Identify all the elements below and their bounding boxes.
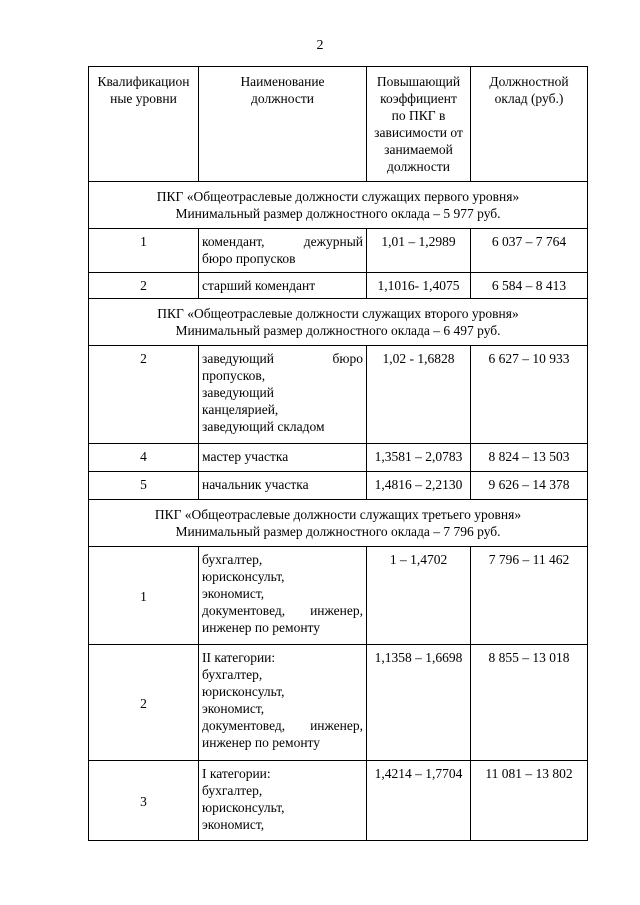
cell-coefficient: 1,1358 – 1,6698 bbox=[367, 645, 471, 761]
cell-coefficient: 1 – 1,4702 bbox=[367, 547, 471, 645]
cell-salary: 8 855 – 13 018 bbox=[471, 645, 588, 761]
word: заведующий bbox=[202, 351, 274, 366]
table-row bbox=[89, 472, 588, 500]
word: бюро bbox=[332, 351, 363, 366]
header-position-name: Наименование должности bbox=[199, 67, 367, 182]
word: документовед, bbox=[202, 718, 286, 733]
header-coefficient: Повышающий коэффициент по ПКГ в зависимости от занимаемой должности bbox=[367, 67, 471, 182]
cell-salary: 9 626 – 14 378 bbox=[471, 472, 588, 500]
cell-salary: 11 081 – 13 802 bbox=[471, 761, 588, 841]
cell-level: 1 bbox=[89, 229, 199, 273]
table-header-row bbox=[89, 67, 588, 182]
cell-coefficient: 1,3581 – 2,0783 bbox=[367, 444, 471, 472]
table-row bbox=[89, 444, 588, 472]
table-row bbox=[89, 273, 588, 299]
group-header-first-level bbox=[89, 182, 588, 229]
cell-position-name: мастер участка bbox=[199, 444, 367, 472]
group-title: ПКГ «Общеотраслевые должности служащих третьего уровня» bbox=[154, 507, 522, 522]
group-min-salary: Минимальный размер должностного оклада – 7 796 руб. bbox=[175, 524, 501, 539]
table-row bbox=[89, 346, 588, 444]
page-number: 2 bbox=[316, 38, 324, 53]
cell-level: 5 bbox=[89, 472, 199, 500]
group-row bbox=[89, 299, 588, 346]
cell-coefficient: 1,4816 – 2,2130 bbox=[367, 472, 471, 500]
table-row bbox=[89, 229, 588, 273]
cell-level: 4 bbox=[89, 444, 199, 472]
cell-position-name: II категории: бухгалтер, юрисконсульт, экономист, документовед, инженер, инженер по ремонту bbox=[199, 645, 367, 761]
cell-position-name: комендант, дежурный бюро пропусков bbox=[199, 229, 367, 273]
cell-salary: 6 627 – 10 933 bbox=[471, 346, 588, 444]
group-header-second-level bbox=[89, 299, 588, 346]
word: инженер, bbox=[310, 603, 363, 618]
table-row bbox=[89, 761, 588, 841]
group-title: ПКГ «Общеотраслевые должности служащих первого уровня» bbox=[156, 189, 520, 204]
group-title: ПКГ «Общеотраслевые должности служащих второго уровня» bbox=[157, 306, 519, 321]
salary-table bbox=[88, 66, 588, 841]
cell-position-name: старший комендант bbox=[199, 273, 367, 299]
cell-level: 2 bbox=[89, 273, 199, 299]
group-row bbox=[89, 182, 588, 229]
cell-coefficient: 1,01 – 1,2989 bbox=[367, 229, 471, 273]
cell-coefficient: 1,4214 – 1,7704 bbox=[367, 761, 471, 841]
group-header-third-level bbox=[89, 500, 588, 547]
word: инженер, bbox=[310, 718, 363, 733]
word: документовед, bbox=[202, 603, 286, 618]
cell-salary: 8 824 – 13 503 bbox=[471, 444, 588, 472]
cell-level: 2 bbox=[89, 645, 199, 761]
cell-coefficient: 1,02 - 1,6828 bbox=[367, 346, 471, 444]
group-min-salary: Минимальный размер должностного оклада – 5 977 руб. bbox=[175, 206, 501, 221]
cell-salary: 6 584 – 8 413 bbox=[471, 273, 588, 299]
word: комендант, bbox=[202, 234, 265, 249]
cell-position-name: заведующий бюро пропусков, заведующий канцелярией, заведующий складом bbox=[199, 346, 367, 444]
cell-level: 1 bbox=[89, 547, 199, 645]
table-row bbox=[89, 547, 588, 645]
word: дежурный bbox=[303, 234, 363, 249]
group-min-salary: Минимальный размер должностного оклада – 6 497 руб. bbox=[175, 323, 501, 338]
cell-coefficient: 1,1016- 1,4075 bbox=[367, 273, 471, 299]
cell-level: 3 bbox=[89, 761, 199, 841]
header-qualification-levels: Квалификацион ные уровни bbox=[89, 67, 199, 182]
table-row bbox=[89, 645, 588, 761]
cell-position-name: начальник участка bbox=[199, 472, 367, 500]
cell-level: 2 bbox=[89, 346, 199, 444]
cell-position-name: бухгалтер, юрисконсульт, экономист, документовед, инженер, инженер по ремонту bbox=[199, 547, 367, 645]
header-salary: Должностной оклад (руб.) bbox=[471, 67, 588, 182]
cell-salary: 6 037 – 7 764 bbox=[471, 229, 588, 273]
group-row bbox=[89, 500, 588, 547]
cell-position-name: I категории: бухгалтер, юрисконсульт, экономист, bbox=[199, 761, 367, 841]
cell-salary: 7 796 – 11 462 bbox=[471, 547, 588, 645]
